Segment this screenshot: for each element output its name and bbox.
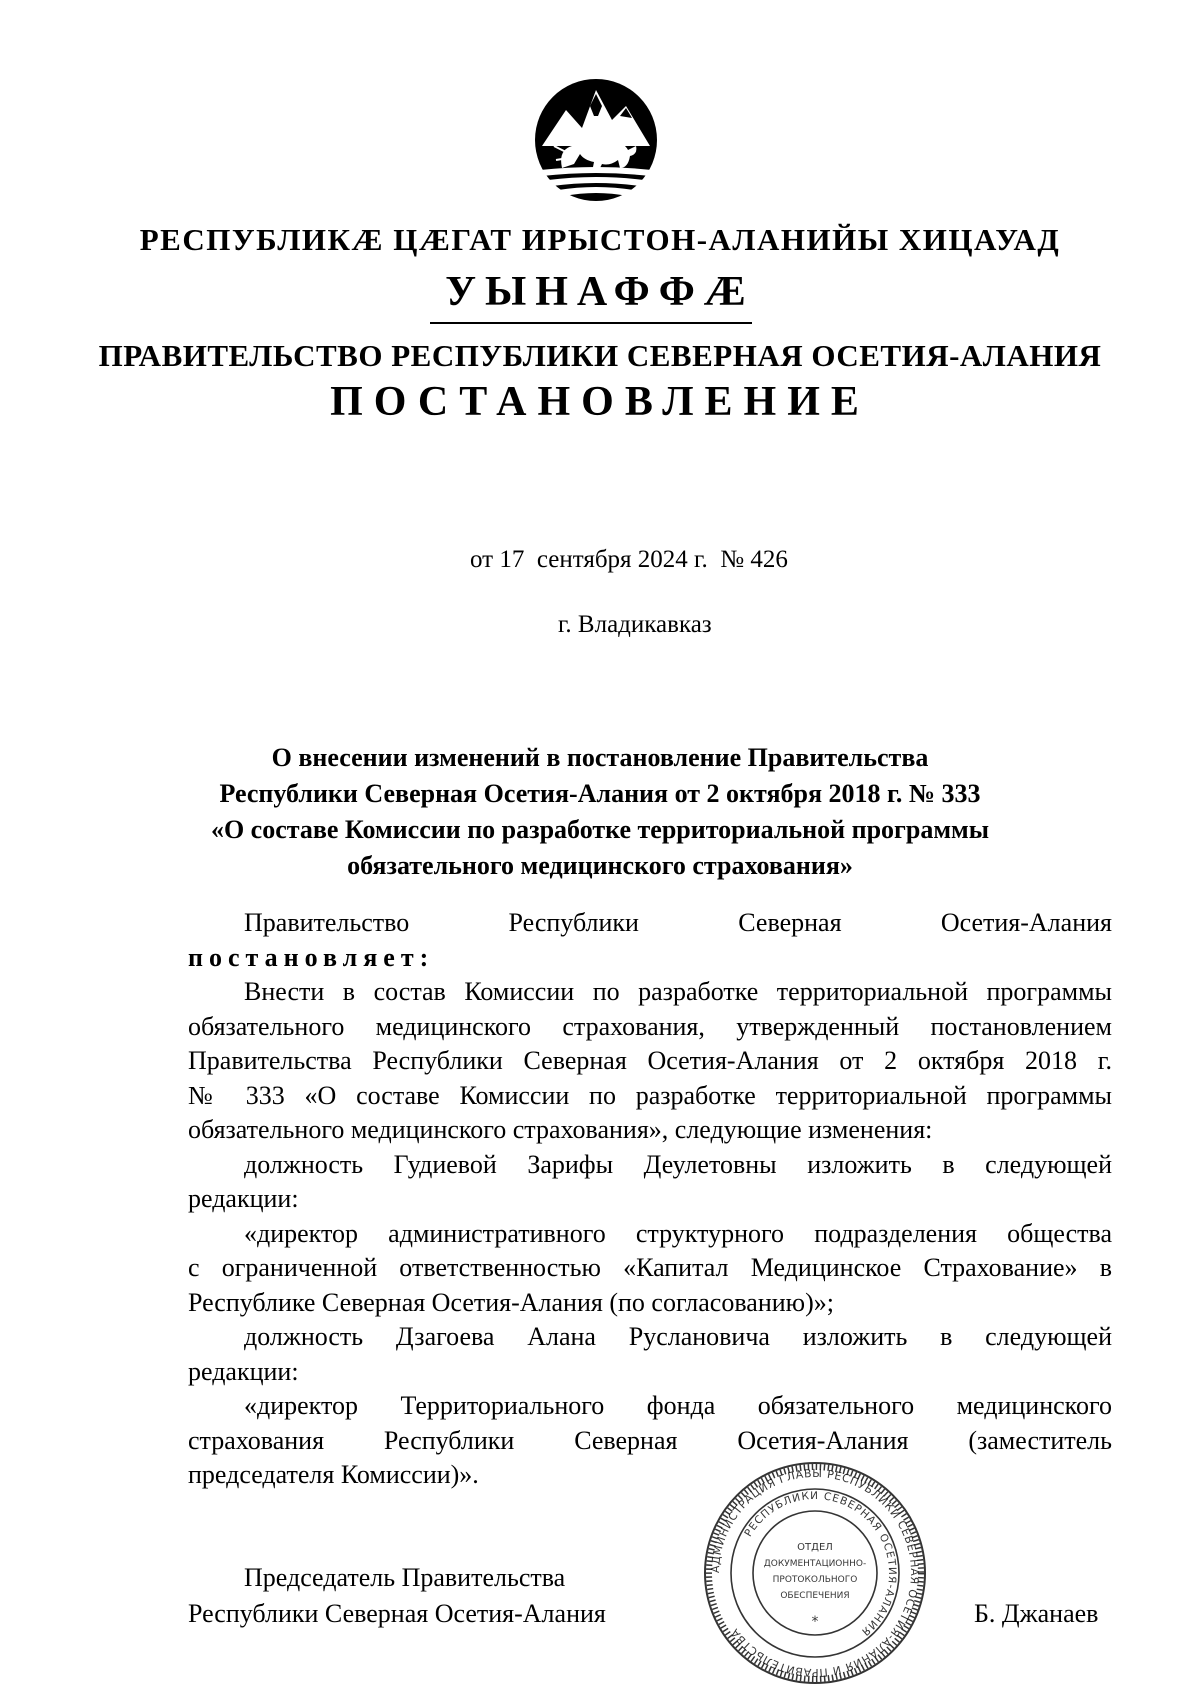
stamp-star: *	[811, 1614, 819, 1630]
signatory-position-line1: Председатель Правительства	[244, 1563, 566, 1592]
title-line: «О составе Комиссии по разработке территориальной программы	[210, 815, 990, 844]
body-line: страхования Республики Северная Осетия-Алания (заместитель	[188, 1425, 1112, 1455]
decree-date-number: от 17 сентября 2024 г. № 426	[470, 546, 788, 573]
body-line: «директор административного структурного подразделения общества	[244, 1218, 1112, 1248]
body-line: с ограниченной ответственностью «Капитал Медицинское Страхование» в	[188, 1253, 1112, 1282]
signatory-position-line2: Республики Северная Осетия-Алания	[188, 1599, 606, 1628]
stamp-outer-text: АДМИНИСТРАЦИЯ ГЛАВЫ РЕСПУБЛИКИ СЕВЕРНАЯ ОСЕТИЯ-АЛАНИЯ И ПРАВИТЕЛЬСТВА	[708, 1466, 922, 1680]
title-line: обязательного медицинского страхования»	[347, 851, 853, 880]
body-line: редакции:	[188, 1356, 299, 1386]
russian-government-heading: ПРАВИТЕЛЬСТВО РЕСПУБЛИКИ СЕВЕРНАЯ ОСЕТИЯ-АЛАНИЯ	[98, 338, 1102, 373]
russian-decree-heading: ПОСТАНОВЛЕНИЕ	[330, 379, 870, 425]
ossetian-decree-heading: УЫНАФФÆ	[445, 269, 755, 315]
body-line: Внести в состав Комиссии по разработке территориальной программы	[244, 977, 1112, 1006]
stamp-center-line: ДОКУМЕНТАЦИОННО-	[763, 1559, 867, 1569]
body-line: «директор Территориального фонда обязательного медицинского	[244, 1391, 1112, 1420]
coat-of-arms-icon	[532, 76, 660, 204]
body-line: Республике Северная Осетия-Алания (по согласованию)»;	[188, 1287, 834, 1317]
body-line: обязательного медицинского страхования», следующие изменения:	[188, 1115, 933, 1144]
stamp-center-line: ОТДЕЛ	[797, 1542, 833, 1553]
stamp-center-line: ПРОТОКОЛЬНОГО	[772, 1575, 858, 1585]
title-line: Республики Северная Осетия-Алания от 2 октября 2018 г. № 333	[219, 779, 981, 808]
heading-divider	[430, 322, 752, 324]
signatory-name: Б. Джанаев	[974, 1599, 1099, 1628]
decree-body	[188, 906, 1112, 1493]
stamp-inner-text: РЕСПУБЛИКИ СЕВЕРНАЯ ОСЕТИЯ-АЛАНИЯ	[742, 1489, 899, 1639]
body-line: должность Дзагоева Алана Руслановича изложить в следующей	[244, 1322, 1112, 1351]
body-line: председателя Комиссии)».	[188, 1460, 479, 1489]
body-line: должность Гудиевой Зарифы Деулетовны изложить в следующей	[244, 1149, 1112, 1179]
title-line: О внесении изменений в постановление Правительства	[271, 743, 929, 772]
body-line: редакции:	[188, 1184, 299, 1213]
body-line: обязательного медицинского страхования, утвержденный постановлением	[188, 1011, 1112, 1041]
official-stamp-icon	[700, 1458, 930, 1688]
decree-city: г. Владикавказ	[558, 611, 712, 638]
ossetian-government-heading: РЕСПУБЛИКÆ ЦÆГАТ ИРЫСТОН-АЛАНИЙЫ ХИЦАУАД	[139, 222, 1061, 257]
body-line: № 333 «О составе Комиссии по разработке территориальной программы	[188, 1080, 1112, 1110]
body-line: Правительства Республики Северная Осетия-Алания от 2 октября 2018 г.	[188, 1046, 1112, 1075]
stamp-center-line: ОБЕСПЕЧЕНИЯ	[780, 1591, 850, 1601]
resolves-word: постановляет:	[188, 942, 435, 972]
preamble-line: Правительство Республики Северная Осетия-Алания	[244, 908, 1112, 937]
decree-title	[180, 740, 1020, 884]
